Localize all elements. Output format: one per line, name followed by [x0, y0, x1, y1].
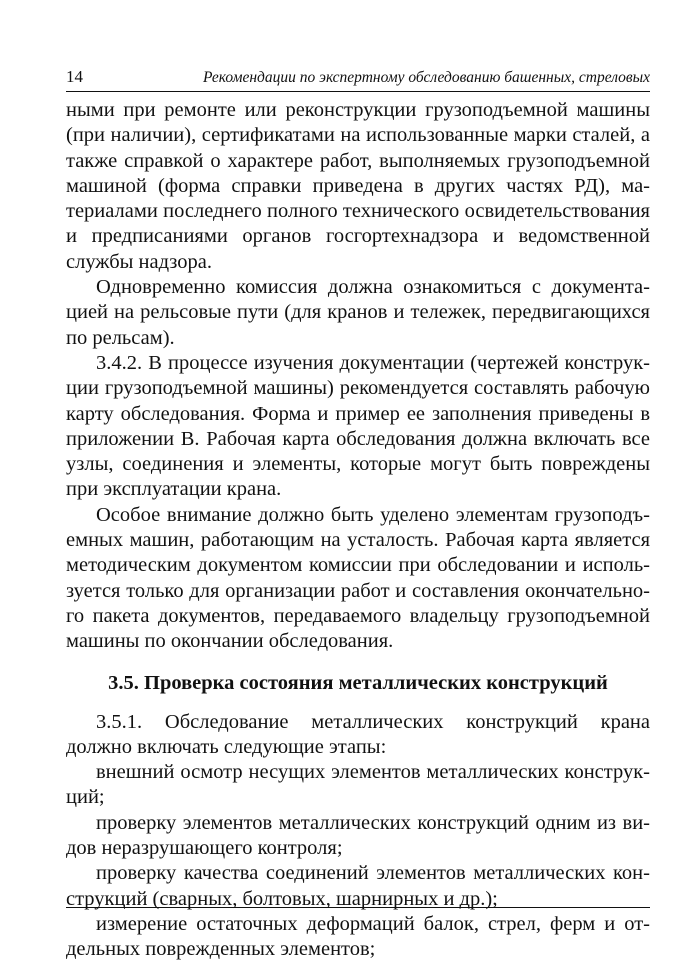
- section-heading: 3.5. Проверка состояния металлических конструкций: [108, 671, 608, 694]
- document-page: [66, 66, 650, 963]
- list-item: проверку качества соединений элементов металлических конструкций (сварных, болтовых, шарнирных и др.);: [66, 862, 650, 910]
- paragraph: Особое внимание должно быть уделено элементам грузоподъемных машин, работающим на усталость. Рабочая карта является методическим документом комиссии при обследовании и используется только для организации работ и составления окончательного пакета документов, передаваемого владельцу грузоподъемной машины по окончании обследования.: [66, 503, 650, 653]
- footer-rule: [66, 907, 650, 908]
- list-item: проверку элементов металлических конструкций одним из видов неразрушающего контроля;: [66, 811, 650, 860]
- running-header: [66, 66, 650, 92]
- page-number: 14: [66, 67, 83, 86]
- paragraph: Одновременно комиссия должна ознакомиться с документацией на рельсовые пути (для кранов и тележек, передвигающихся по рельсам).: [66, 276, 650, 349]
- body-text: [66, 98, 650, 963]
- paragraph: 3.4.2. В процессе изучения документации (чертежей конструкции грузоподъемной машины) рекомендуется составлять рабочую карту обследования. Форма и пример ее заполнения приведены в приложении В. Рабочая карта обследования должна включать все узлы, соединения и элементы, которые могут быть повреждены при эксплуатации крана.: [66, 351, 650, 501]
- paragraph: 3.5.1. Обследование металлических конструкций крана должно включать следующие этапы:: [66, 710, 650, 758]
- list-item: внешний осмотр несущих элементов металлических конструкций;: [66, 761, 650, 809]
- running-header-title: Рекомендации по экспертному обследованию башенных, стреловых: [202, 69, 650, 86]
- paragraph: ными при ремонте или реконструкции грузоподъемной машины (при наличии), сертификатами на использованные марки сталей, а также справкой о характере работ, выполняемых грузоподъемной машиной (форма справки приведена в других частях РД), материалами последнего полного технического освидетельствования и предписаниями органов госгортехнадзора и ведомственной службы надзора.: [66, 99, 650, 273]
- list-item: измерение остаточных деформаций балок, стрел, ферм и отдельных поврежденных элементов;: [66, 912, 650, 961]
